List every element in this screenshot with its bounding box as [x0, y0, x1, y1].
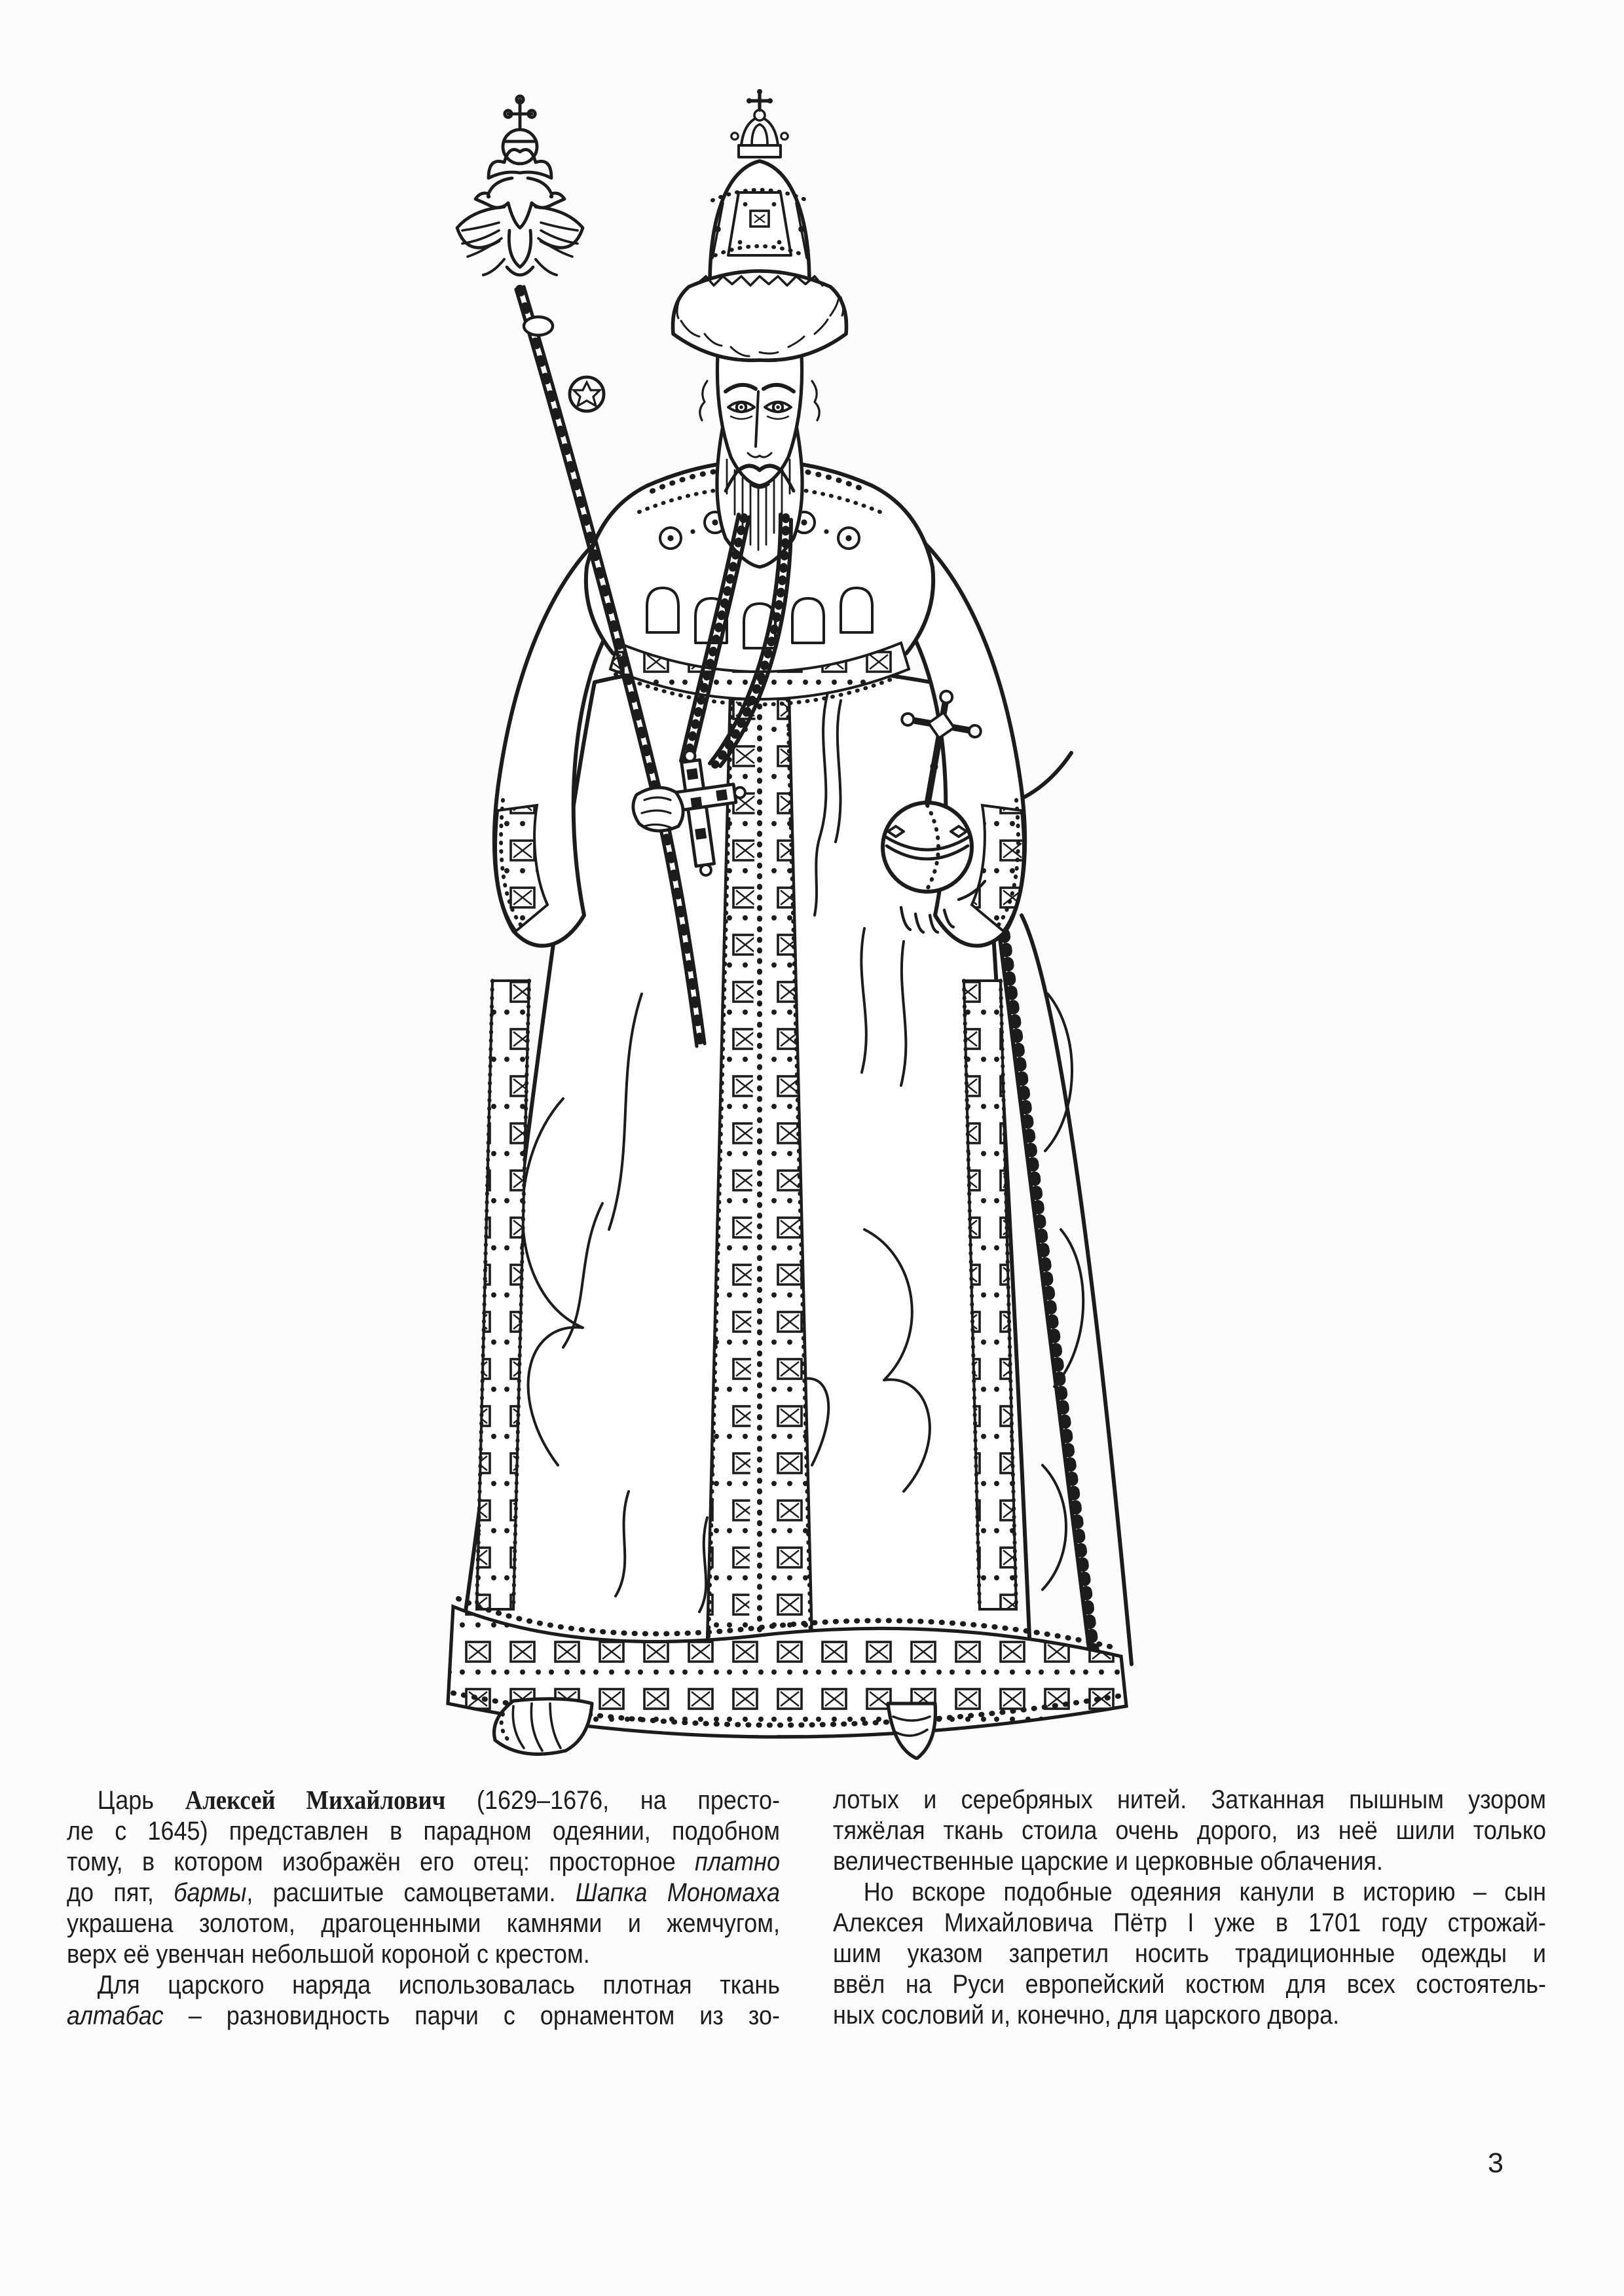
text-run: Алексея Михайловича Пётр I уже в 1701 году строжай- — [833, 1908, 1546, 1937]
text-run: (1629–1676, на престо- — [445, 1786, 781, 1815]
text-line — [833, 1815, 1546, 1846]
text-line — [833, 1846, 1546, 1877]
text-run: украшена золотом, драгоценными камнями и жемчугом, — [67, 1909, 780, 1938]
text-run: платно — [695, 1848, 780, 1876]
text-line — [833, 1877, 1546, 1908]
text-run: тому, в котором изображён его отец: просторное — [67, 1848, 695, 1876]
text-line — [67, 1847, 780, 1878]
text-run: Царь — [97, 1786, 185, 1815]
text-run: Алексей Михайлович — [185, 1785, 446, 1815]
text-line — [67, 1785, 780, 1816]
text-line — [67, 1878, 780, 1908]
tsar-illustration — [367, 77, 1205, 1760]
text-line — [833, 1969, 1546, 2000]
text-run: до пят, — [67, 1878, 174, 1907]
right-hand — [633, 788, 683, 831]
text-run: ввёл на Руси европейский костюм для всех состоятель- — [833, 1970, 1546, 1999]
page-number: 3 — [1488, 2147, 1504, 2179]
text-line — [67, 1816, 780, 1847]
text-run: Но вскоре подобные одеяния канули в историю – сын — [863, 1878, 1546, 1906]
text-run: алтабас — [67, 2001, 164, 2030]
double-headed-eagle — [457, 96, 583, 275]
text-line — [67, 1908, 780, 1939]
text-run: Для царского наряда использовалась плотная ткань — [97, 1971, 780, 1999]
text-run: верх её увенчан небольшой короной с крестом. — [67, 1940, 590, 1969]
text-run: бармы — [174, 1878, 247, 1907]
text-line — [833, 1785, 1546, 1815]
text-line — [67, 1970, 780, 2001]
text-run: величественные царские и церковные облачения. — [833, 1847, 1383, 1876]
text-column-right — [833, 1785, 1624, 2031]
text-column-left-inner — [67, 1785, 780, 2032]
text-line — [833, 1908, 1546, 1939]
text-column-left — [67, 1785, 859, 2032]
text-run: шим указом запретил носить традиционные одежды и — [833, 1939, 1546, 1968]
text-run: ных сословий и, конечно, для царского двора. — [833, 2001, 1340, 2030]
cap-fur-band — [673, 271, 847, 360]
text-run: – разновидность парчи с орнаментом из зо- — [163, 2001, 780, 2030]
text-column-right-inner — [833, 1785, 1546, 2031]
monomakh-cap — [673, 89, 847, 360]
text-line — [67, 1939, 780, 1970]
text-run: лотых и серебряных нитей. Затканная пышным узором — [833, 1785, 1546, 1814]
text-run: , расшитые самоцветами. — [246, 1878, 576, 1907]
text-line — [833, 1939, 1546, 1969]
cap-crown-and-cross — [731, 89, 788, 157]
text-line — [67, 2001, 780, 2032]
text-run: Шапка Мономаха — [575, 1878, 780, 1907]
tsar-illustration-svg — [367, 77, 1205, 1760]
text-run: ле с 1645) представлен в парадном одеянии, подобном — [67, 1817, 780, 1846]
text-run: тяжёлая ткань стоила очень дорого, из неё шили только — [833, 1816, 1546, 1845]
text-line — [833, 2000, 1546, 2031]
